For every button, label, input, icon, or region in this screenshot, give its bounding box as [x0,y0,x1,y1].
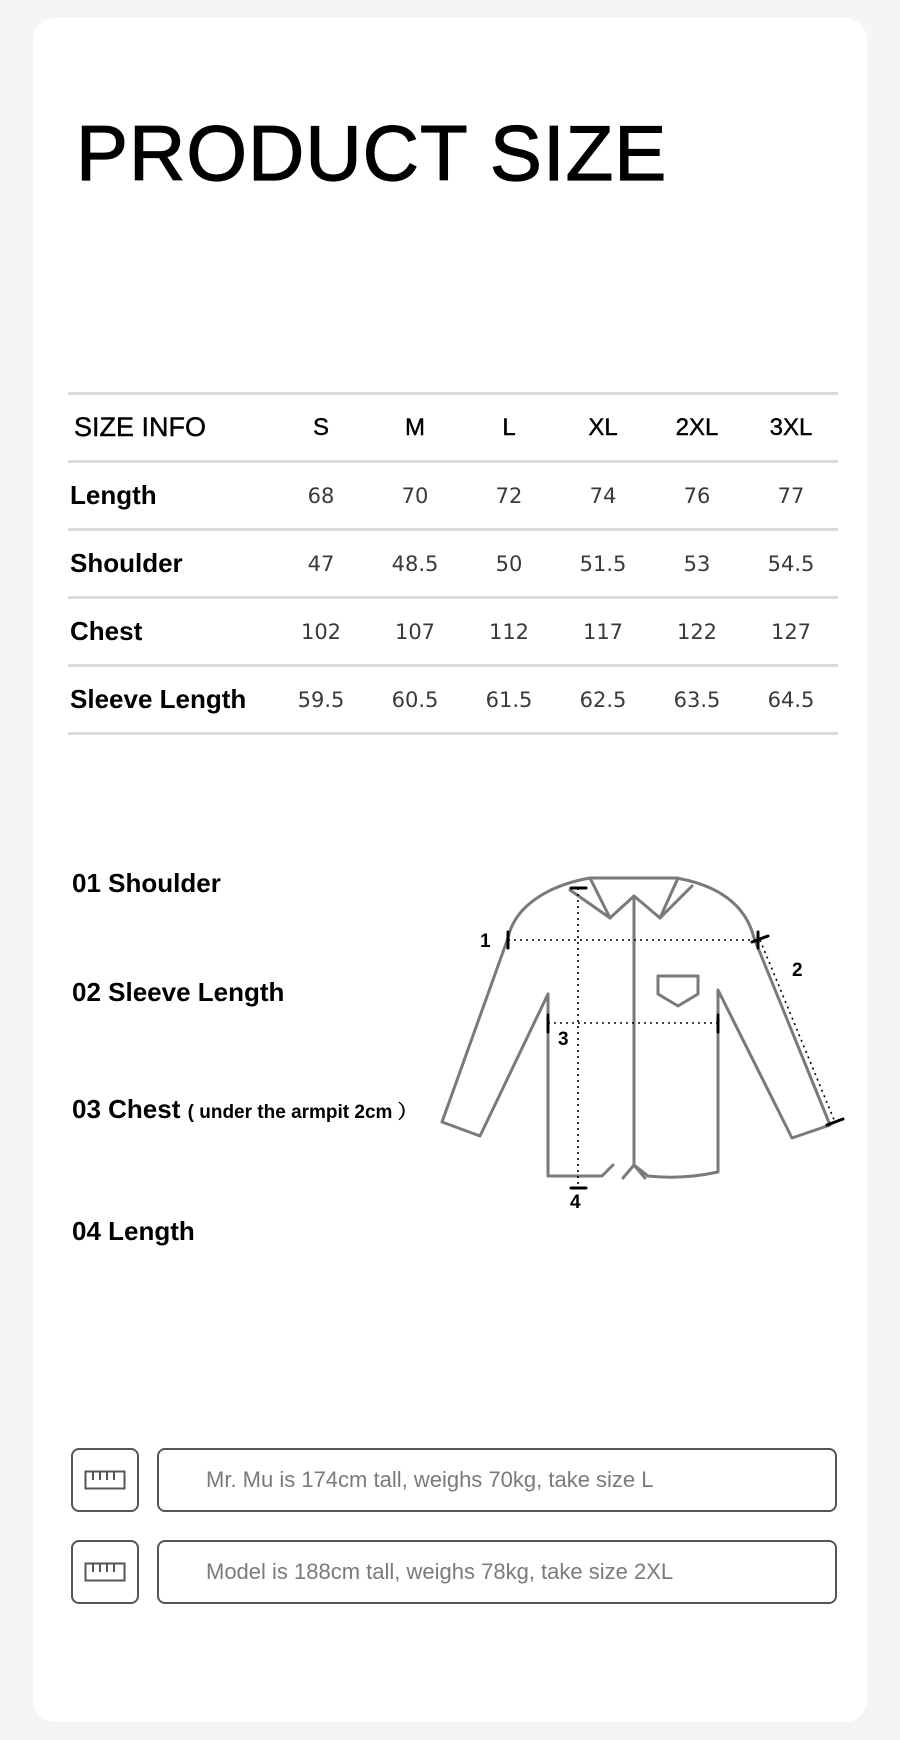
table-cell: 47 [307,551,335,576]
page-title: PRODUCT SIZE [76,109,668,197]
measure-chest [72,1094,417,1125]
size-header-l: L [502,413,516,441]
table-cell: 117 [582,619,624,644]
ruler-icon [84,1562,126,1582]
size-table [68,392,838,735]
table-cell: 50 [495,551,523,576]
table-cell: 107 [394,619,436,644]
table-cell: 127 [770,619,812,644]
measure-label: 03 Chest [72,1094,181,1124]
size-header-m: M [405,413,425,441]
measure-label: 02 Sleeve Length [72,977,285,1007]
table-cell: 59.5 [297,687,345,712]
table-cell: 74 [589,483,617,508]
measure-sleeve-length [72,977,284,1008]
table-cell: 112 [488,619,530,644]
measure-length [72,1216,195,1247]
marker-3: 3 [558,1029,569,1050]
table-cell: 102 [300,619,342,644]
measure-shoulder [72,868,221,899]
model-info-row [71,1448,837,1516]
table-cell: 122 [676,619,718,644]
table-cell: 70 [401,483,429,508]
row-label: Chest [70,616,143,646]
size-header-s: S [312,413,329,441]
table-cell: 54.5 [767,551,815,576]
row-label: Length [70,480,157,510]
table-cell: 72 [495,483,523,508]
table-row-sleeve-length [68,667,838,735]
ruler-icon-box [71,1540,139,1604]
size-info-header: SIZE INFO [74,412,207,442]
ruler-icon-box [71,1448,139,1512]
marker-1: 1 [480,931,491,952]
marker-4: 4 [570,1192,581,1213]
row-label: Shoulder [70,548,183,578]
measure-label: 04 Length [72,1216,195,1246]
table-cell: 48.5 [391,551,439,576]
model-info-row [71,1540,837,1608]
table-cell: 64.5 [767,687,815,712]
table-cell: 68 [307,483,335,508]
table-row-chest [68,599,838,667]
size-header-xl: XL [588,413,618,441]
table-cell: 51.5 [579,551,627,576]
marker-2: 2 [792,960,803,981]
measure-note: ( under the armpit 2cm ） [187,1102,417,1123]
table-row-length [68,463,838,531]
table-cell: 53 [683,551,711,576]
model-info-text: Mr. Mu is 174cm tall, weighs 70kg, take size L [157,1448,837,1512]
shirt-outline-icon [430,860,860,1220]
measure-label: 01 Shoulder [72,868,221,898]
row-label: Sleeve Length [70,684,247,714]
table-cell: 61.5 [485,687,533,712]
ruler-icon [84,1470,126,1490]
model-info-text: Model is 188cm tall, weighs 78kg, take size 2XL [157,1540,837,1604]
table-cell: 60.5 [391,687,439,712]
size-table-header [68,395,838,463]
table-cell: 62.5 [579,687,627,712]
table-cell: 77 [777,483,805,508]
table-row-shoulder [68,531,838,599]
size-header-3xl: 3XL [769,413,813,441]
size-header-2xl: 2XL [675,413,719,441]
table-cell: 76 [683,483,711,508]
table-cell: 63.5 [673,687,721,712]
